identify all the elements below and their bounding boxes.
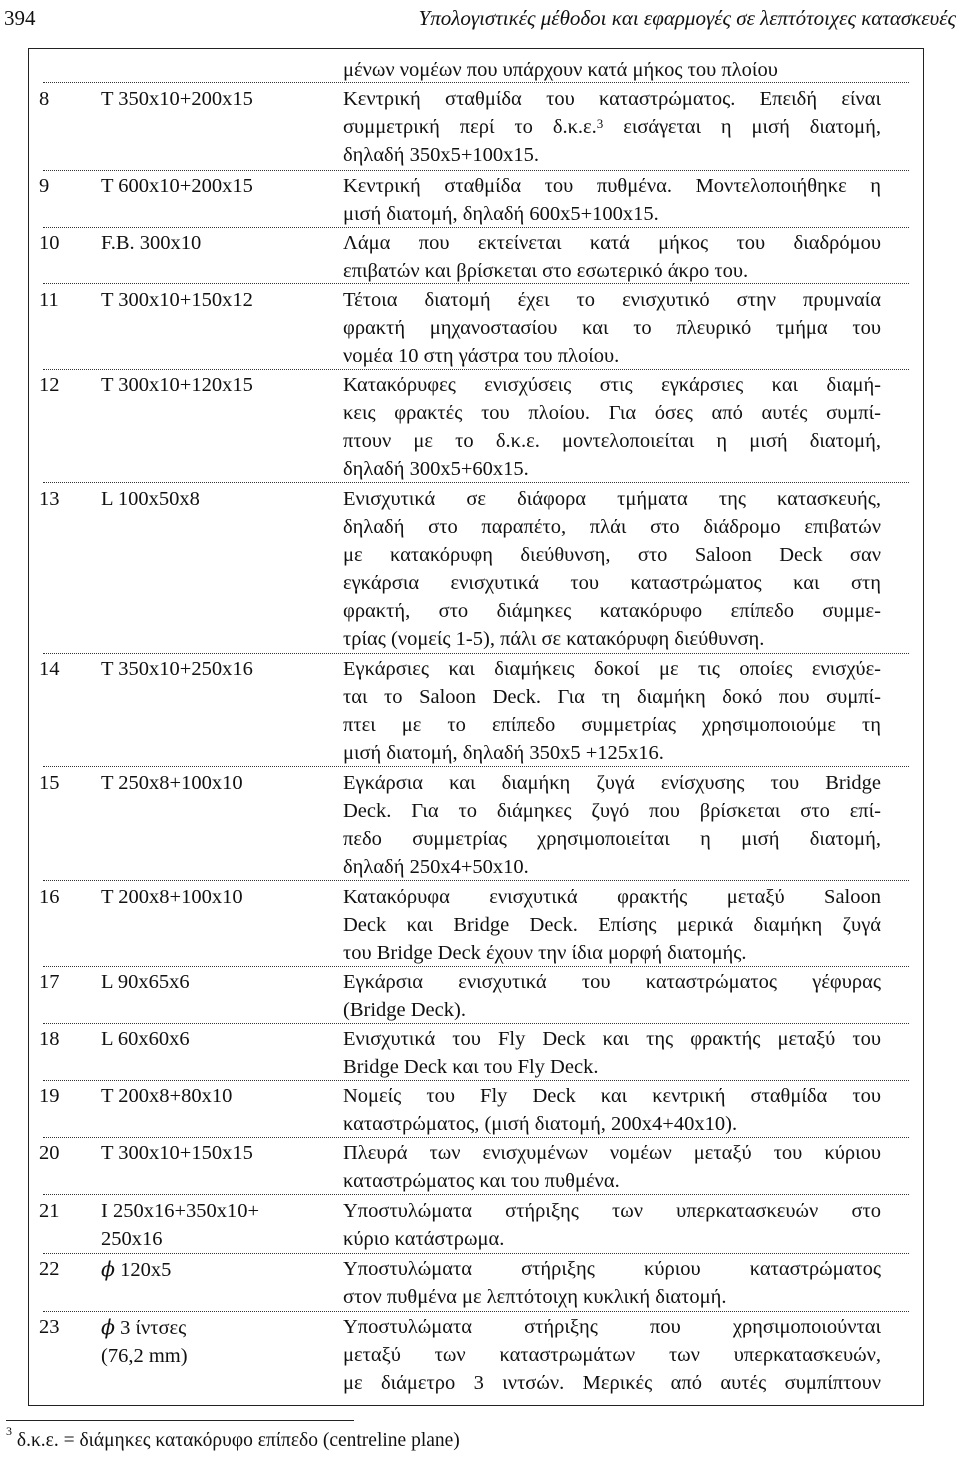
desc-line: δηλαδή 300x5+60x15.: [343, 458, 529, 480]
row-number: 8: [39, 88, 50, 110]
row-separator: [43, 1311, 909, 1312]
footnote-rule: [6, 1420, 354, 1421]
desc-line: Ενισχυτικά του Fly Deck και της φρακτής μεταξύ του: [343, 1028, 881, 1050]
row-number: 13: [39, 488, 60, 510]
desc-line: Κεντρική σταθμίδα του καταστρώματος. Επειδή είναι: [343, 88, 881, 110]
row-separator: [43, 1253, 909, 1254]
row-number: 10: [39, 232, 60, 254]
desc-line: Υποστυλώματα στήριξης των υπερκατασκευών στο: [343, 1200, 881, 1222]
section-spec: T 300x10+150x15: [101, 1142, 253, 1164]
section-spec: L 100x50x8: [101, 488, 200, 510]
footnote: [6, 1424, 460, 1452]
desc-line: Κατακόρυφες ενισχύσεις στις εγκάρσιες και διαμή-: [343, 374, 881, 396]
section-spec: [101, 1197, 339, 1253]
sections-table: [28, 48, 924, 1406]
section-spec: [101, 1255, 339, 1284]
row-number: 12: [39, 374, 60, 396]
row-separator: [43, 170, 909, 171]
desc-line: Λάμα που εκτείνεται κατά μήκος του διαδρόμου: [343, 232, 881, 254]
row-description: [343, 85, 881, 169]
desc-line: Ενισχυτικά σε διάφορα τμήματα της κατασκευής,: [343, 488, 881, 510]
row-separator: [43, 482, 909, 483]
row-description: [343, 968, 881, 1024]
desc-line: μισή διατομή, δηλαδή 600x5+100x15.: [343, 203, 659, 225]
desc-line: καταστρώματος και του πυθμένα.: [343, 1170, 620, 1192]
row-number: 23: [39, 1316, 60, 1338]
desc-line: Bridge Deck και του Fly Deck.: [343, 1056, 599, 1078]
desc-line: εγκάρσια ενισχυτικά του καταστρώματος και στη: [343, 572, 881, 594]
desc-line: Deck. Για το διάμηκες ζυγό που βρίσκεται στο επί-: [343, 800, 881, 822]
desc-line: του Bridge Deck έχουν την ίδια μορφή διατομής.: [343, 942, 747, 964]
section-spec: T 200x8+100x10: [101, 886, 243, 908]
desc-line: πτει με το επίπεδο συμμετρίας χρησιμοποιούμε τη: [343, 714, 881, 736]
row-description: [343, 229, 881, 285]
row-description: [343, 769, 881, 881]
row-number: 21: [39, 1200, 60, 1222]
section-line: (76,2 mm): [101, 1345, 188, 1367]
section-spec: T 300x10+150x12: [101, 289, 253, 311]
desc-line: Deck και Bridge Deck. Επίσης μερικά διαμήκη ζυγά: [343, 914, 881, 936]
diameter-symbol: ϕ: [101, 1315, 115, 1339]
row-number: 15: [39, 772, 60, 794]
row-description: [343, 1025, 881, 1081]
desc-line: πεδο συμμετρίας χρησιμοποιείται η μισή διατομή,: [343, 828, 881, 850]
desc-line: τρίας (νομείς 1-5), πάλι σε κατακόρυφη διεύθυνση.: [343, 628, 765, 650]
page-number: 394: [4, 6, 36, 30]
running-title: Υπολογιστικές μέθοδοι και εφαρμογές σε λεπτότοιχες κατασκευές: [418, 6, 956, 30]
continuation-text: μένων νομέων που υπάρχουν κατά μήκος του πλοίου: [343, 59, 778, 81]
desc-line: δηλαδή 350x5+100x15.: [343, 144, 540, 166]
desc-line: Κατακόρυφα ενισχυτικά φρακτής μεταξύ Saloon: [343, 886, 881, 908]
desc-line: νομέα 10 στη γάστρα του πλοίου.: [343, 345, 620, 367]
row-description: [343, 883, 881, 967]
row-number: 9: [39, 175, 50, 197]
desc-line: κύριο κατάστρωμα.: [343, 1228, 505, 1250]
desc-line: μισή διατομή, δηλαδή 350x5 +125x16.: [343, 742, 664, 764]
row-separator: [43, 82, 909, 83]
section-spec: L 90x65x6: [101, 971, 190, 993]
desc-line: στον πυθμένα με λεπτότοιχη κυκλική διατομή.: [343, 1286, 727, 1308]
section-line: 120x5: [114, 1259, 172, 1281]
desc-line: ται το Saloon Deck. Για τη διαμήκη δοκό που συμπί-: [343, 686, 881, 708]
row-separator: [43, 966, 909, 967]
section-spec: T 300x10+120x15: [101, 374, 253, 396]
section-spec: T 200x8+80x10: [101, 1085, 233, 1107]
desc-line: επιβατών και βρίσκεται στο εσωτερικό άκρο του.: [343, 260, 749, 282]
row-number: 20: [39, 1142, 60, 1164]
section-spec: T 350x10+250x16: [101, 658, 253, 680]
row-separator: [43, 1137, 909, 1138]
desc-line: δηλαδή στο παραπέτο, πλάι στο διάδρομο επιβατών: [343, 516, 881, 538]
row-description: [343, 1313, 881, 1397]
row-number: 19: [39, 1085, 60, 1107]
section-spec: T 250x8+100x10: [101, 772, 243, 794]
desc-line: καταστρώματος, (μισή διατομή, 200x4+40x10).: [343, 1113, 738, 1135]
section-spec: F.B. 300x10: [101, 232, 202, 254]
desc-line: Πλευρά των ενισχυμένων νομέων μεταξύ του κύριου: [343, 1142, 881, 1164]
row-separator: [43, 1080, 909, 1081]
row-number: 17: [39, 971, 60, 993]
section-spec: [101, 1313, 339, 1370]
desc-line: Υποστυλώματα στήριξης κύριου καταστρώματος: [343, 1258, 881, 1280]
desc-line: με διάμετρο 3 ιντσών. Μερικές από αυτές συμπίπτουν: [343, 1372, 881, 1394]
row-description: [343, 1197, 881, 1253]
row-separator: [43, 1194, 909, 1195]
footnote-marker: 3: [6, 1424, 12, 1438]
desc-line: Εγκάρσια και διαμήκη ζυγά ενίσχυσης του Bridge: [343, 772, 881, 794]
row-description: [343, 655, 881, 767]
row-number: 22: [39, 1258, 60, 1280]
desc-line: (Bridge Deck).: [343, 999, 466, 1021]
page-header: [0, 6, 960, 36]
desc-line: Υποστυλώματα στήριξης που χρησιμοποιούνται: [343, 1316, 881, 1338]
row-description: [343, 286, 881, 370]
desc-line: Κεντρική σταθμίδα του πυθμένα. Μοντελοποιήθηκε η: [343, 175, 881, 197]
row-separator: [43, 1023, 909, 1024]
desc-line: φρακτή μηχανοστασίου και το πλευρικό τμήμα του: [343, 317, 881, 339]
desc-line: Νομείς του Fly Deck και κεντρική σταθμίδα του: [343, 1085, 881, 1107]
row-description: [343, 371, 881, 483]
section-line: I 250x16+350x10+: [101, 1200, 260, 1222]
row-separator: [43, 766, 909, 767]
row-description: [343, 1139, 881, 1195]
section-spec: L 60x60x6: [101, 1028, 190, 1050]
desc-fragment: συμμετρική περί το δ.κ.ε.: [343, 116, 597, 138]
row-number: 11: [39, 289, 59, 311]
footnote-ref: 3: [596, 116, 604, 131]
row-separator: [43, 227, 909, 228]
diameter-symbol: ϕ: [101, 1257, 115, 1281]
row-separator: [43, 283, 909, 284]
row-number: 18: [39, 1028, 60, 1050]
row-separator: [43, 880, 909, 881]
section-spec: T 600x10+200x15: [101, 175, 253, 197]
row-description: [343, 1255, 881, 1311]
row-description: [343, 1082, 881, 1138]
section-spec: T 350x10+200x15: [101, 88, 253, 110]
desc-line: μεταξύ των καταστρωμάτων των υπερκατασκευών,: [343, 1344, 881, 1366]
desc-line: φρακτή, στο διάμηκες κατακόρυφο επίπεδο συμμε-: [343, 600, 881, 622]
section-line: 250x16: [101, 1228, 163, 1250]
row-description: [343, 172, 881, 228]
row-number: 16: [39, 886, 60, 908]
row-separator: [43, 369, 909, 370]
desc-line: κεις φρακτές του πλοίου. Για όσες από αυτές συμπί-: [343, 402, 881, 424]
row-number: 14: [39, 658, 60, 680]
row-description: [343, 485, 881, 653]
desc-fragment: εισάγεται η μισή διατομή,: [603, 116, 881, 138]
footnote-text: δ.κ.ε. = διάμηκες κατακόρυφο επίπεδο (centreline plane): [16, 1430, 460, 1451]
desc-line: Εγκάρσιες και διαμήκεις δοκοί με τις οποίες ενισχύε-: [343, 658, 881, 680]
section-line: 3 ίντσες: [114, 1317, 187, 1339]
desc-line: με κατακόρυφη διεύθυνση, στο Saloon Deck σαν: [343, 544, 881, 566]
desc-line: δηλαδή 250x4+50x10.: [343, 856, 529, 878]
row-separator: [43, 653, 909, 654]
desc-line: [343, 113, 881, 141]
desc-line: Τέτοια διατομή έχει το ενισχυτικό στην πρυμναία: [343, 289, 881, 311]
desc-line: Εγκάρσια ενισχυτικά του καταστρώματος γέφυρας: [343, 971, 881, 993]
desc-line: πτουν με το δ.κ.ε. μοντελοποιείται η μισή διατομή,: [343, 430, 881, 452]
